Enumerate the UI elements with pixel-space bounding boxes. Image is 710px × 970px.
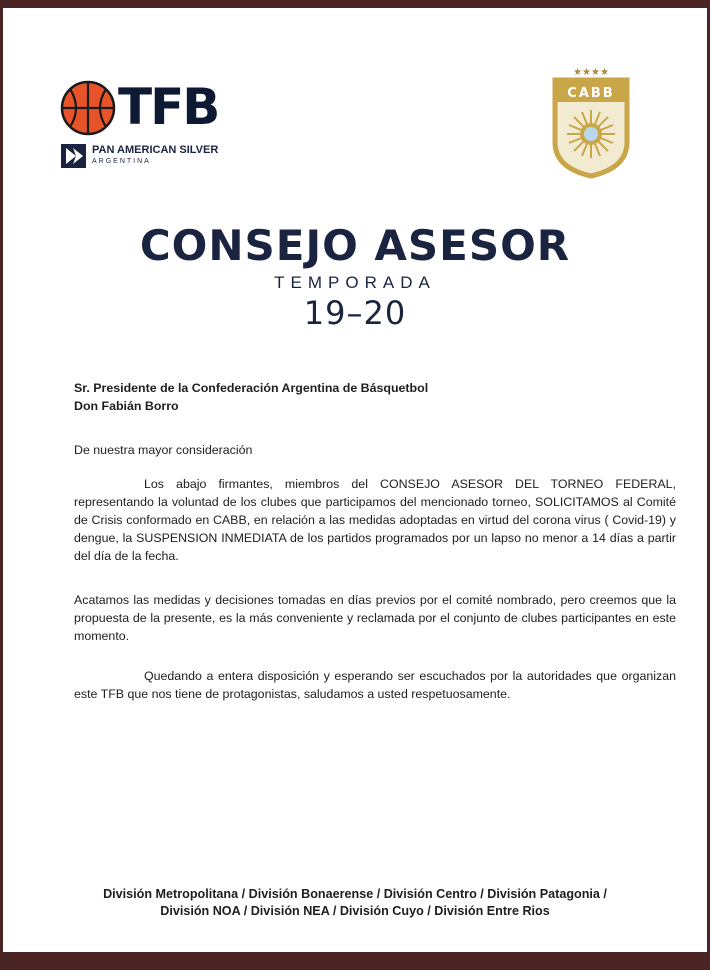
- divisions-line-2: División NOA / División NEA / División Cuyo / División Entre Rios: [160, 904, 550, 918]
- cabb-logo: [551, 64, 631, 180]
- sponsor-name: PAN AMERICAN SILVER: [92, 144, 219, 156]
- divisions-line-1: División Metropolitana / División Bonaerense / División Centro / División Patagonia /: [103, 887, 607, 901]
- cabb-stars: ★★★★: [573, 67, 609, 78]
- basketball-icon: [60, 80, 116, 136]
- paragraph-request: Los abajo firmantes, miembros del CONSEJO ASESOR DEL TORNEO FEDERAL, representando la voluntad de los clubes que participamos del mencionado torneo, SOLICITAMOS al Comité de Crisis conformado en CABB, en relación a las medidas adoptadas en virtud del corona virus ( Covid-19) y dengue, la SUSPENSION INMEDIATA de los partidos programados por un lapso no menor a 14 días a partir del día de la fecha.: [74, 477, 676, 563]
- document-page: [3, 8, 707, 952]
- page-title: CONSEJO ASESOR: [139, 221, 571, 270]
- cabb-shield-icon: [551, 64, 631, 180]
- pan-american-silver-icon: [61, 144, 86, 168]
- cabb-shield-text: CABB: [567, 86, 615, 101]
- addressee: [74, 379, 676, 415]
- paragraph-closing: Quedando a entera disposición y esperando ser escuchados por la autoridades que organizan este TFB que nos tiene de protagonistas, saludamos a usted respetuosamente.: [74, 669, 676, 701]
- addressee-title: Sr. Presidente de la Confederación Argentina de Básquetbol: [74, 381, 429, 395]
- salutation: De nuestra mayor consideración: [74, 443, 253, 457]
- season-years: 19–20: [303, 294, 407, 332]
- season-label: TEMPORADA: [274, 273, 436, 292]
- divisions-footer: [3, 886, 707, 920]
- addressee-name: Don Fabián Borro: [74, 399, 179, 413]
- tfb-wordmark: TFB: [118, 78, 219, 136]
- tfb-logo: [58, 78, 228, 170]
- paragraph-compliance: Acatamos las medidas y decisiones tomadas en días previos por el comité nombrado, pero creemos que la propuesta de la presente, es la más conveniente y reclamada por el conjunto de clubes participantes en este momento.: [74, 593, 676, 643]
- sponsor-country: ARGENTINA: [92, 158, 151, 165]
